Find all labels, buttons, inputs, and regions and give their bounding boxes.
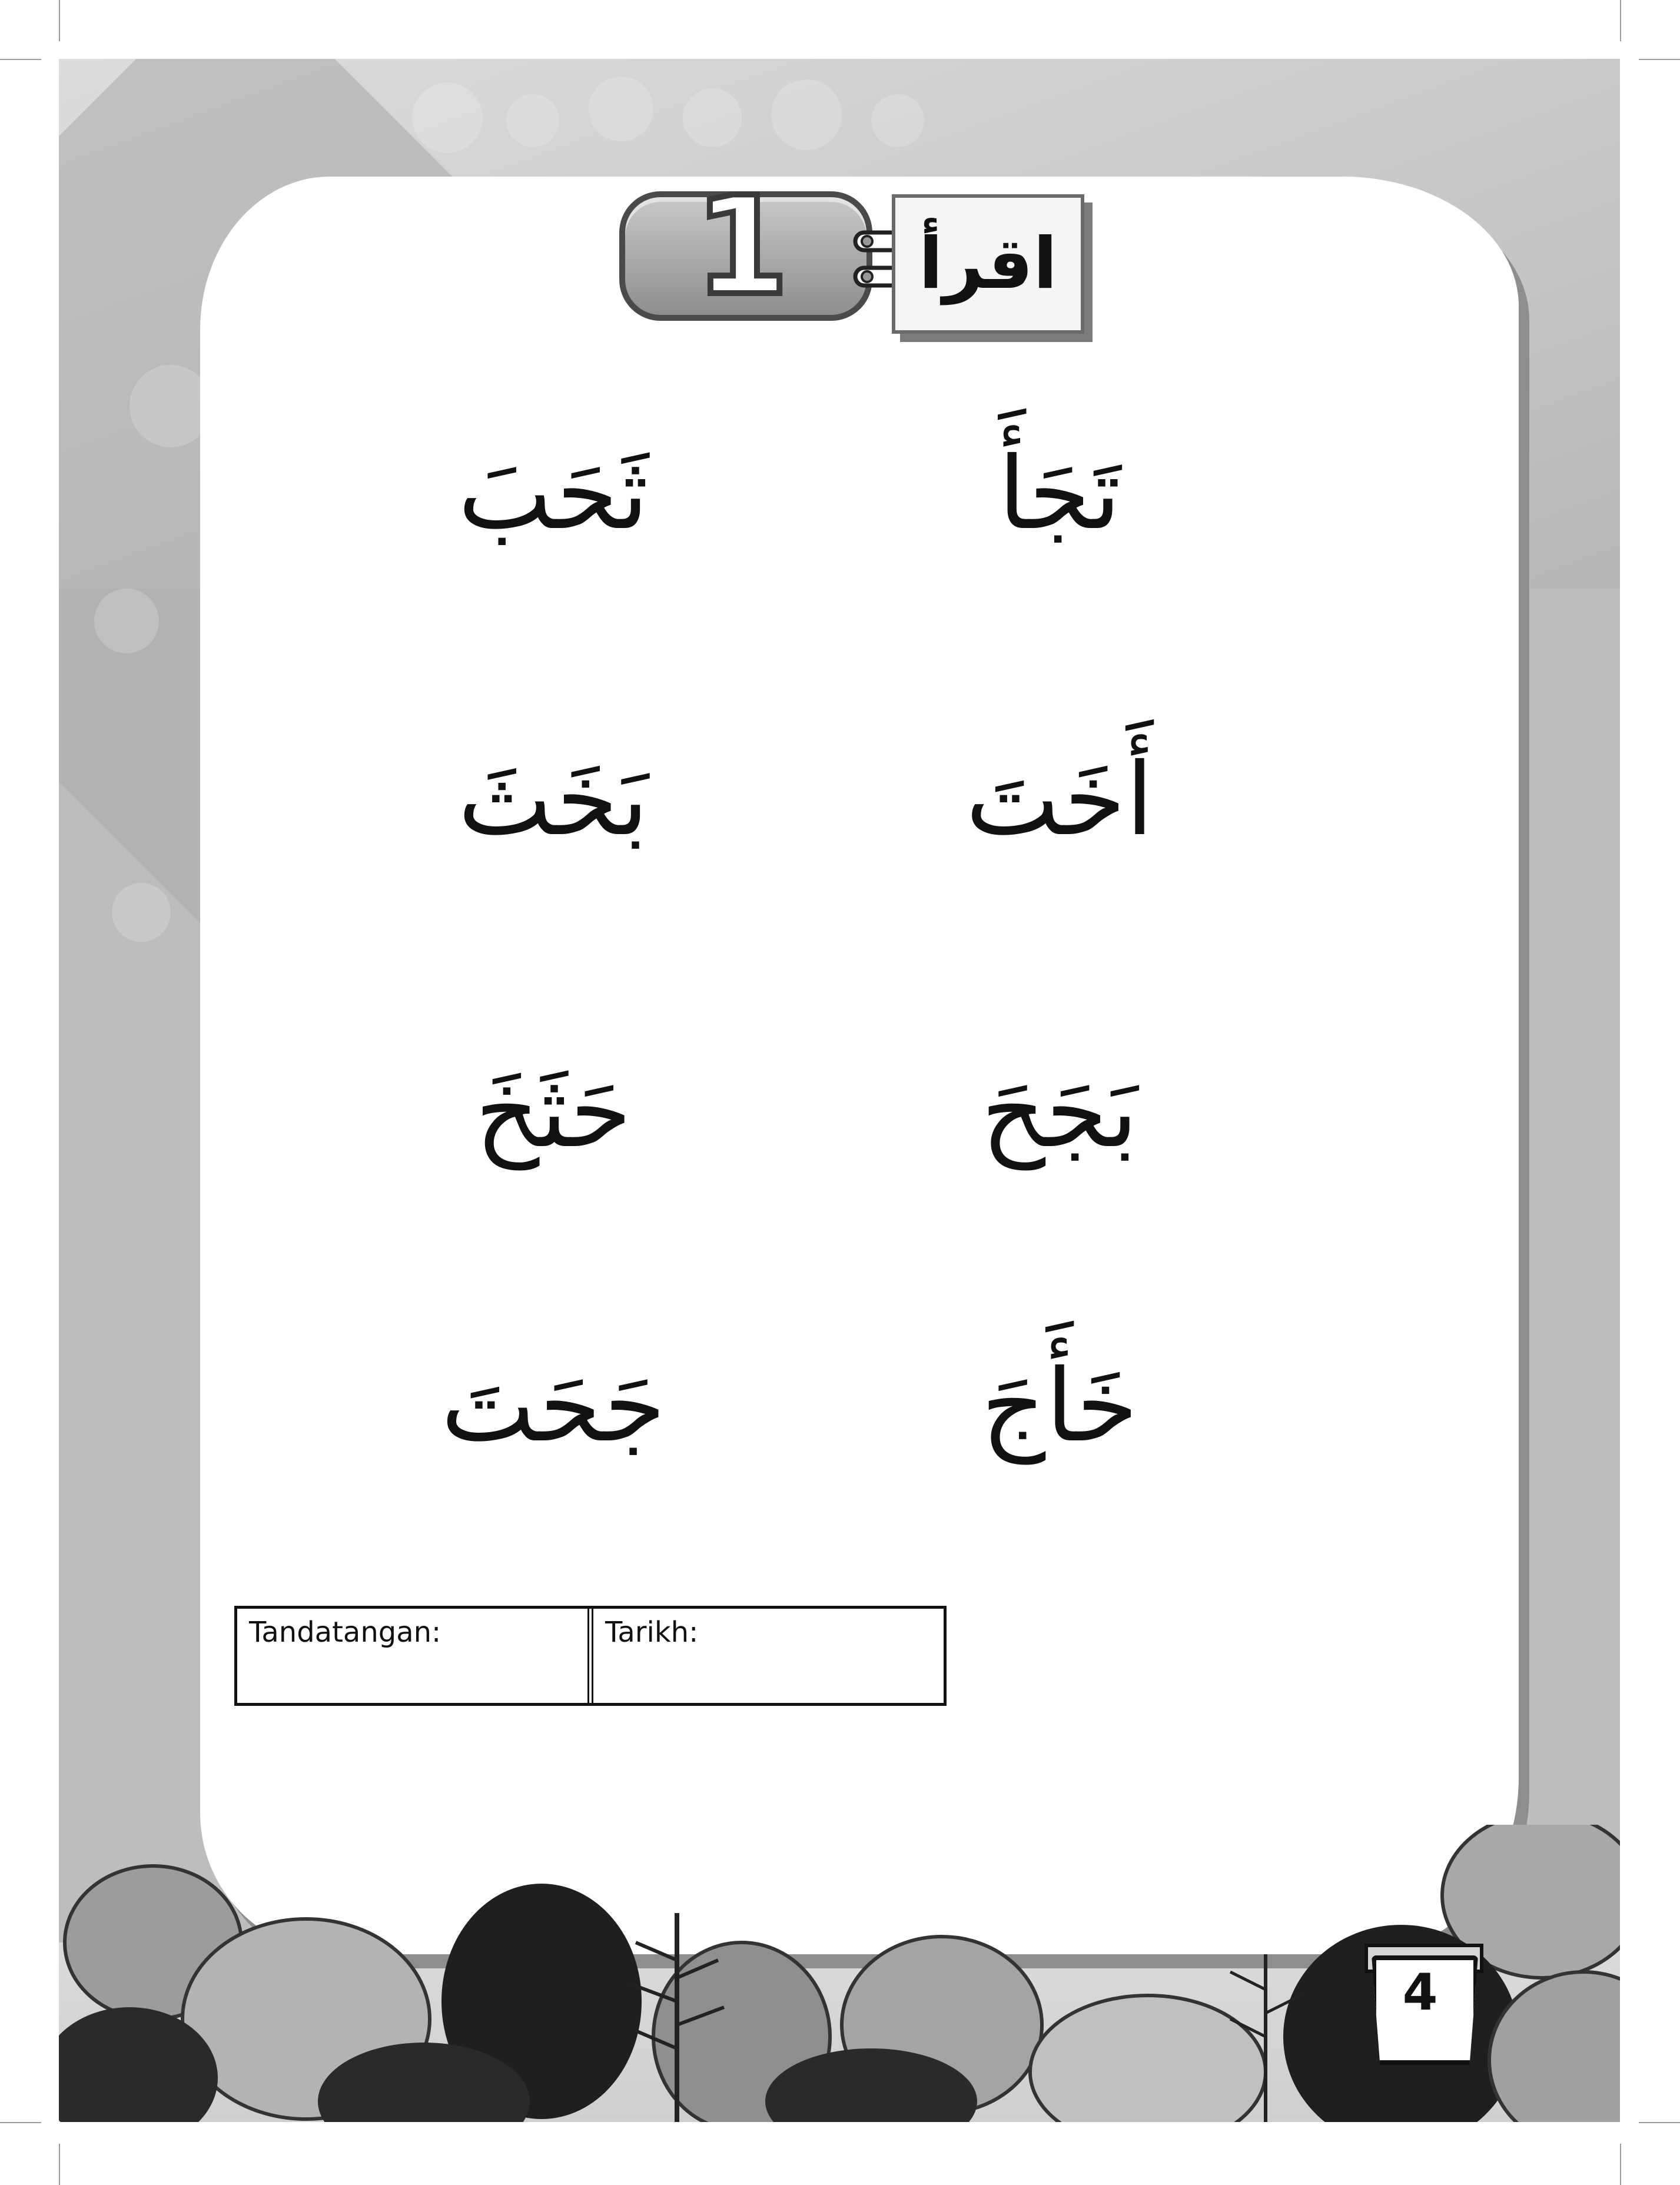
page-title: اقرأ — [918, 223, 1058, 305]
word-card: تَجَأَ — [998, 436, 1121, 552]
signature-label: Tandatangan: — [249, 1616, 441, 1649]
background-dot — [412, 82, 483, 153]
date-label: Tarikh: — [605, 1616, 699, 1649]
background-dot — [771, 79, 842, 150]
crop-mark — [0, 2122, 41, 2123]
crop-mark — [1639, 59, 1680, 60]
background-dot — [589, 77, 653, 141]
date-field[interactable] — [587, 1609, 944, 1703]
background-dot — [130, 365, 212, 447]
word-card: أَخَتَ — [965, 742, 1154, 858]
word-card: جَحَتَ — [441, 1348, 666, 1465]
background-dot — [871, 94, 924, 147]
crop-mark — [1620, 0, 1621, 41]
level-number: 1 — [694, 168, 789, 326]
signature-box — [234, 1606, 947, 1706]
background-dot — [112, 883, 171, 942]
page-number: 4 — [1402, 1963, 1438, 2022]
crop-mark — [1620, 2144, 1621, 2185]
background-dot — [506, 94, 559, 147]
word-card: ثَحَبَ — [458, 436, 649, 552]
word-card: خَأَجَ — [981, 1348, 1138, 1465]
title-card — [892, 194, 1084, 334]
crop-mark — [59, 0, 60, 41]
word-card: بَجَحَ — [981, 1054, 1138, 1170]
crop-mark — [0, 59, 41, 60]
word-card: بَخَثَ — [458, 742, 649, 858]
background-dot — [683, 88, 742, 147]
background-dot — [94, 589, 159, 653]
word-card: حَثَخَ — [474, 1054, 632, 1170]
crop-mark — [1639, 2122, 1680, 2123]
signature-field[interactable] — [237, 1609, 587, 1703]
crop-mark — [59, 2144, 60, 2185]
